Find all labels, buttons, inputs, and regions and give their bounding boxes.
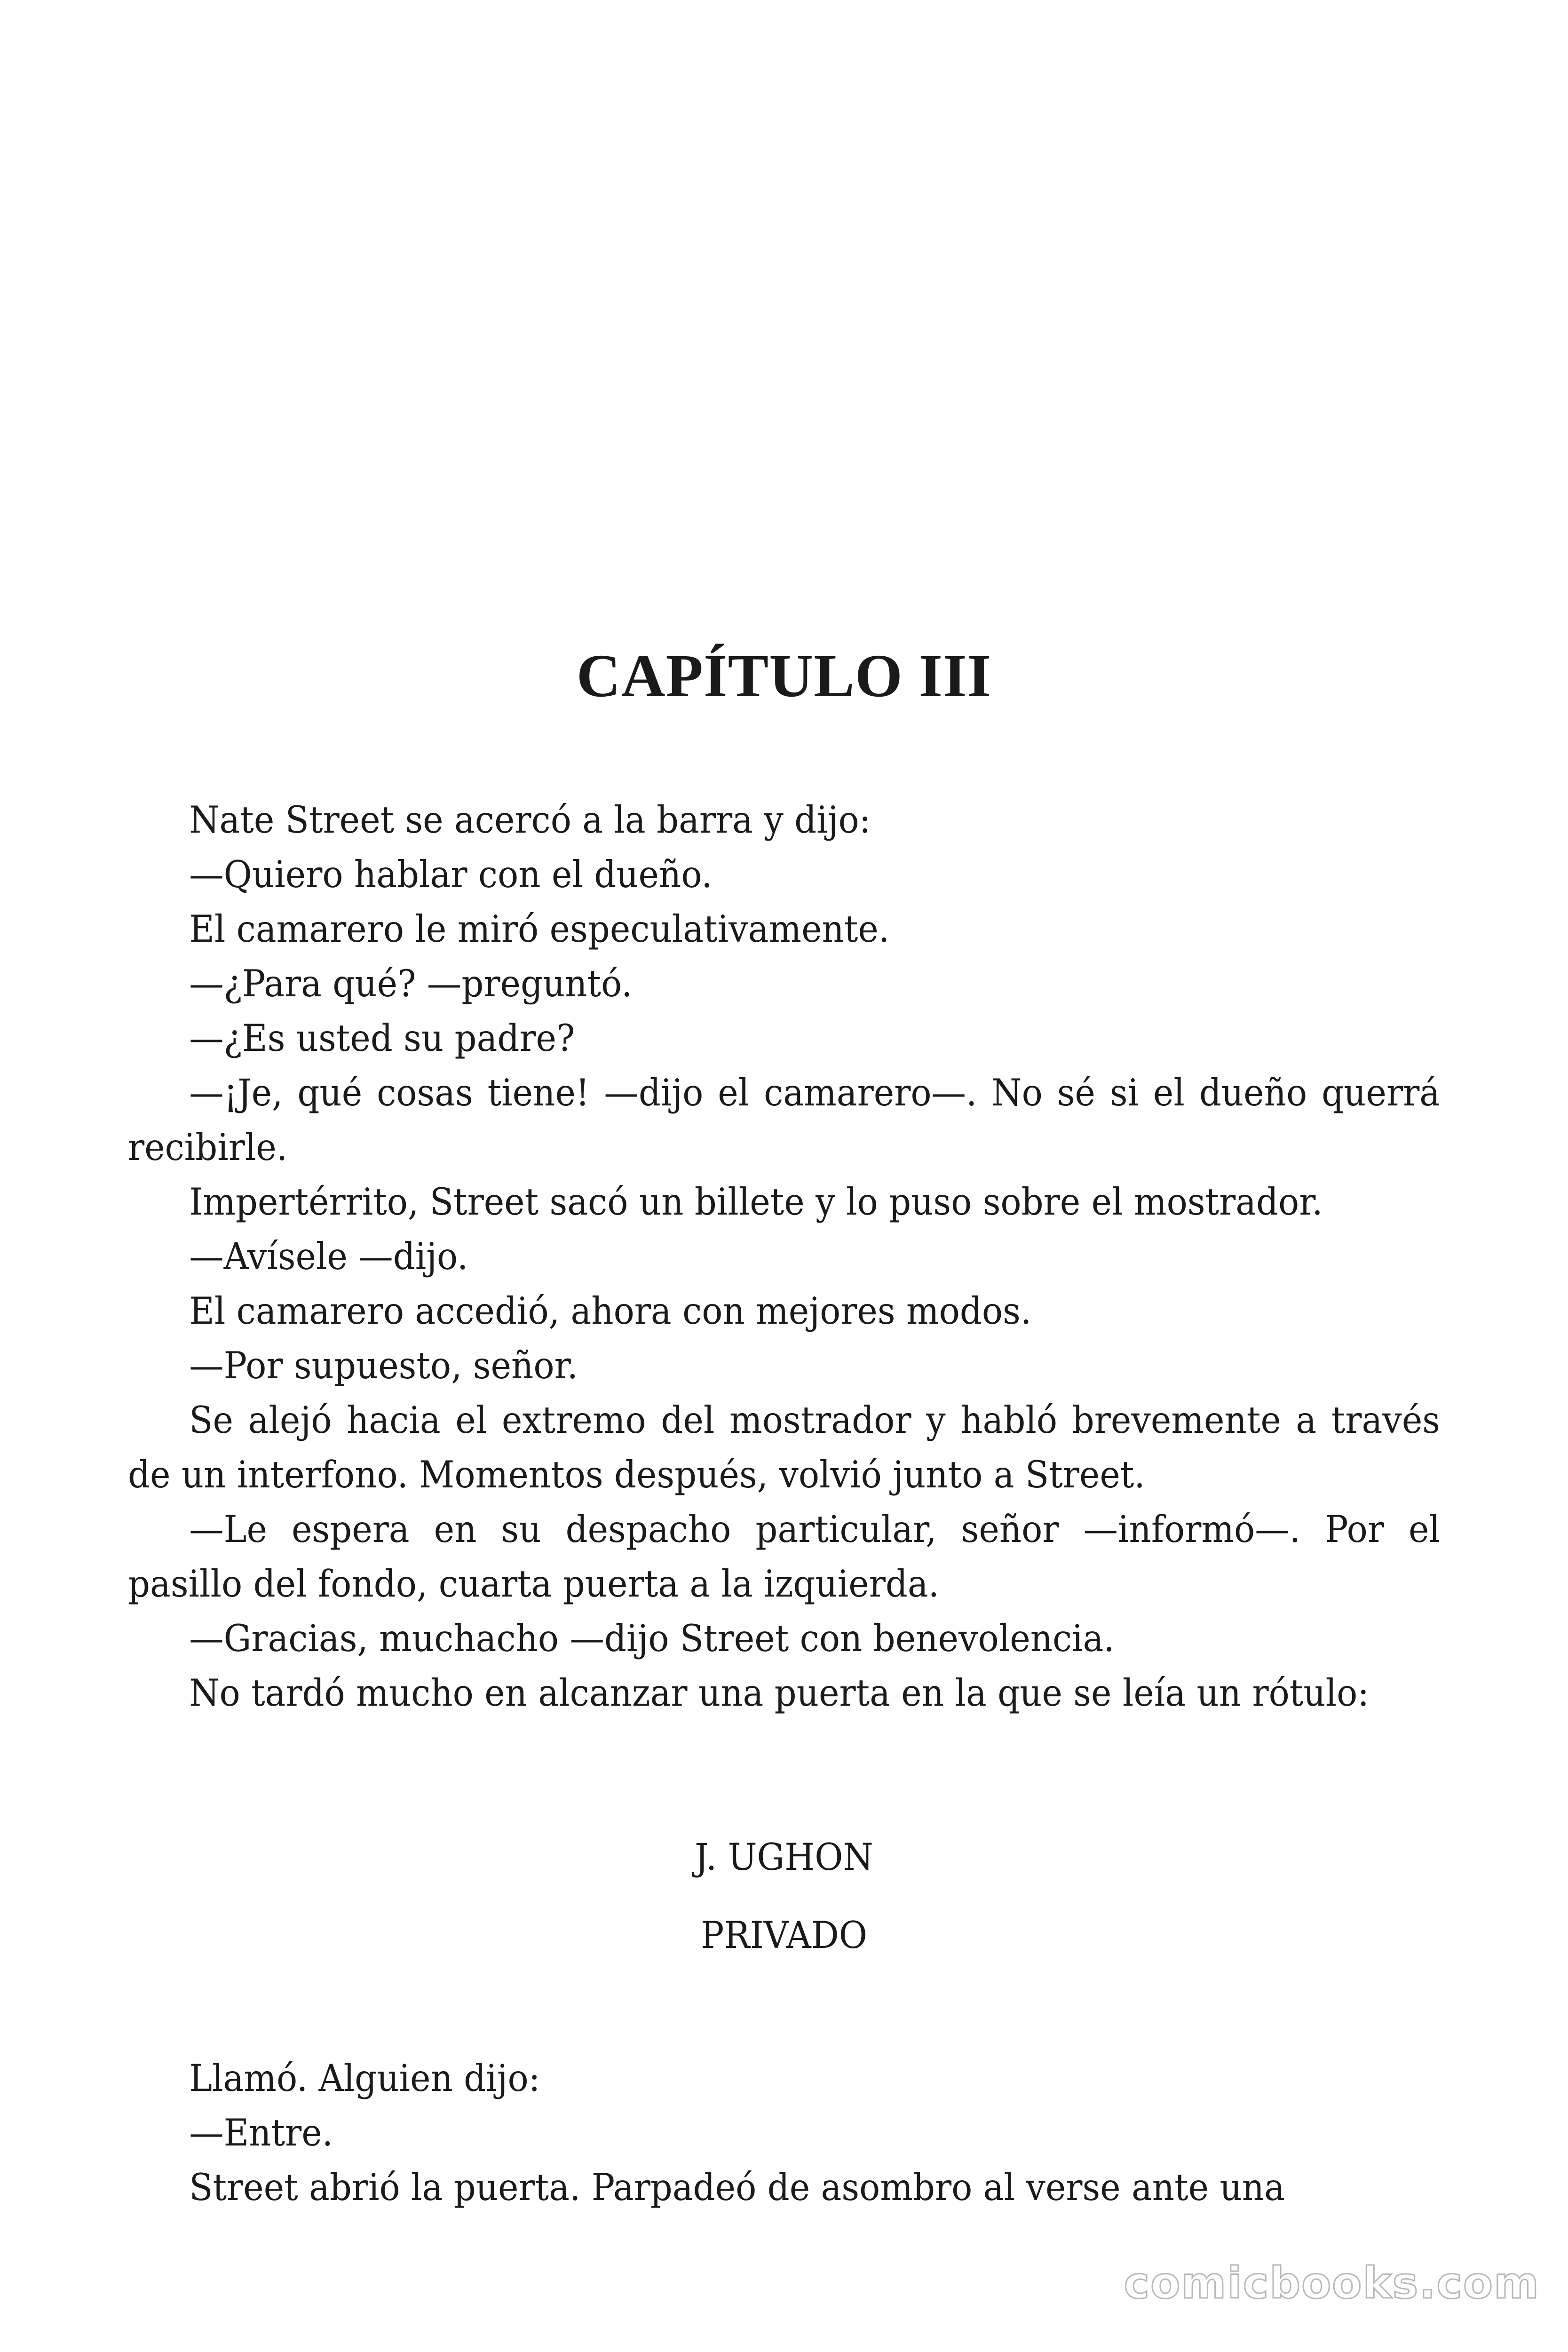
paragraph: Street abrió la puerta. Parpadeó de asombro al verse ante una (189, 2166, 1285, 2209)
paragraph: —Entre. (189, 2111, 333, 2154)
chapter-title: CAPÍTULO III (576, 642, 992, 710)
paragraph: —Quiero hablar con el dueño. (189, 853, 713, 896)
paragraph: El camarero accedió, ahora con mejores modos. (189, 1289, 1032, 1333)
paragraph: Impertérrito, Street sacó un billete y lo puso sobre el mostrador. (189, 1180, 1323, 1224)
paragraph: —¿Es usted su padre? (189, 1017, 575, 1060)
paragraph: Nate Street se acercó a la barra y dijo: (189, 798, 871, 842)
sign-name: J. UGHON (695, 1836, 873, 1879)
paragraph: —Gracias, muchacho —dijo Street con benevolencia. (189, 1617, 1115, 1660)
paragraph: El camarero le miró especulativamente. (189, 907, 890, 951)
paragraph: —¡Je, qué cosas tiene! —dijo el camarero—. No sé si el dueño querrá recibirle. (128, 1071, 1441, 1169)
paragraph: No tardó mucho en alcanzar una puerta en la que se leía un rótulo: (189, 1671, 1370, 1715)
paragraph: Se alejó hacia el extremo del mostrador y habló brevemente a través de un interfono. Momentos después, volvió junto a Street. (128, 1398, 1441, 1496)
watermark-logo: comicbooks.com (1124, 2258, 1540, 2308)
door-sign (0, 1830, 1568, 1963)
paragraph: —Le espera en su despacho particular, señor —informó—. Por el pasillo del fondo, cuarta puerta a la izquierda. (128, 1508, 1441, 1605)
paragraph: —Avísele —dijo. (189, 1235, 468, 1278)
paragraph: —¿Para qué? —preguntó. (189, 962, 633, 1005)
sign-private: PRIVADO (700, 1914, 868, 1957)
paragraph: —Por supuesto, señor. (189, 1344, 578, 1387)
body-text-bottom (128, 2051, 1440, 2215)
paragraph: Llamó. Alguien dijo: (189, 2057, 540, 2100)
body-text-top (128, 793, 1440, 1720)
